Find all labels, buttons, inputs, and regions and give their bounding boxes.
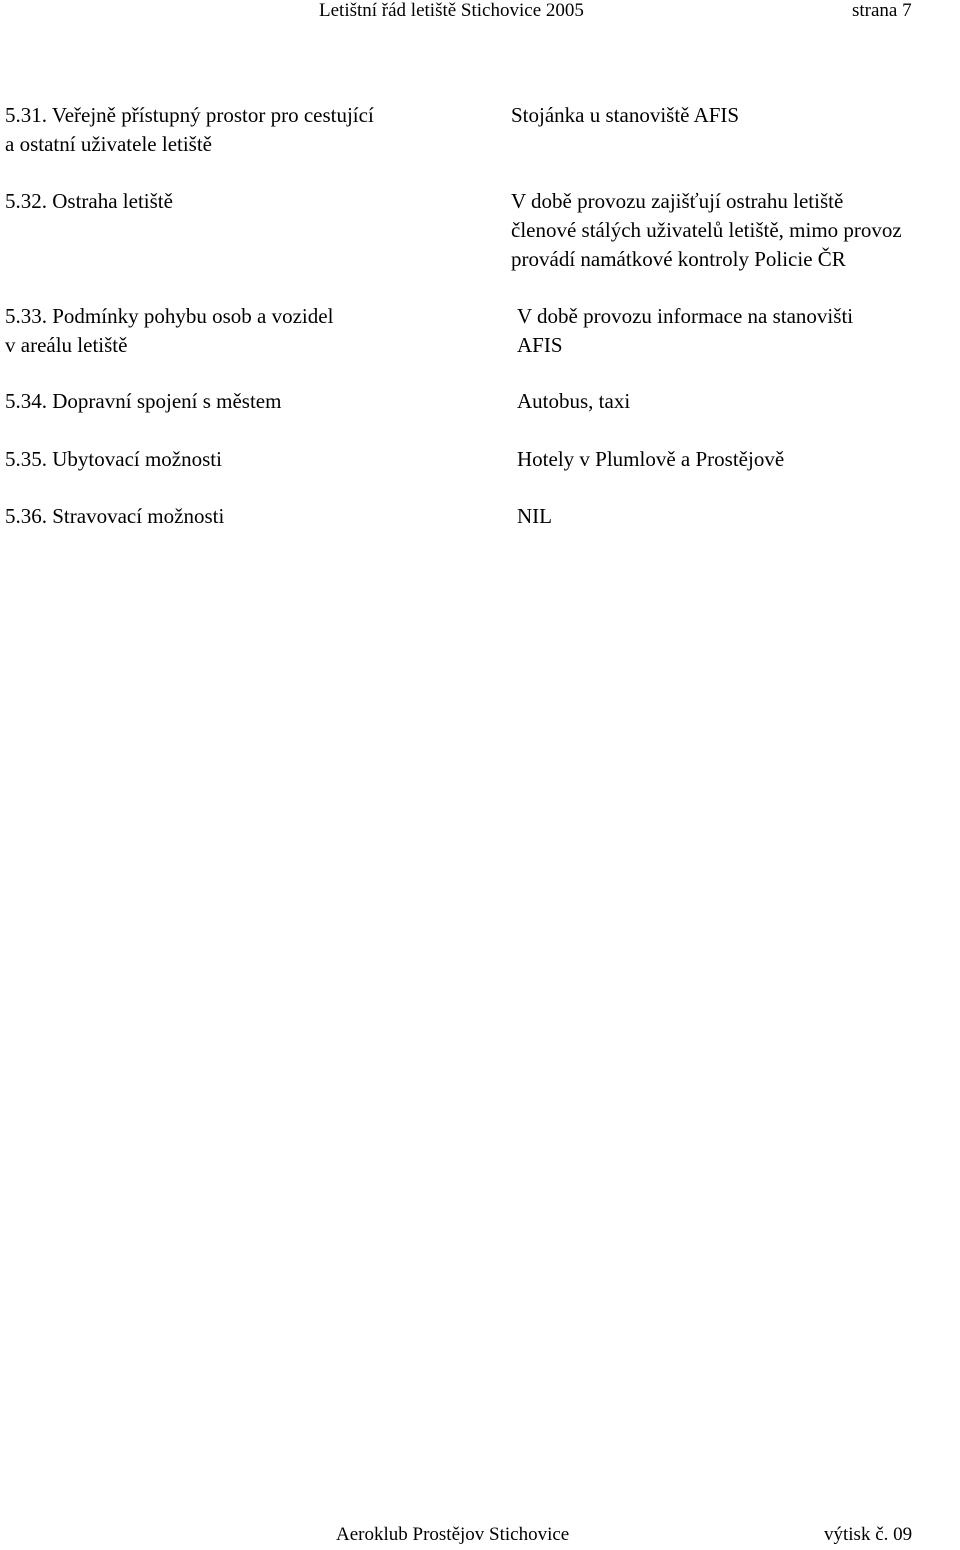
item-label: 5.36. Stravovací možnosti [5, 504, 225, 528]
item-value: V době provozu informace na stanovišti AFIS [517, 304, 854, 357]
item-label: 5.31. Veřejně přístupný prostor pro cestující a ostatní uživatele letiště [5, 103, 374, 156]
item-value: NIL [517, 504, 552, 528]
item-value: V době provozu zajišťují ostrahu letiště členové stálých uživatelů letiště, mimo provoz provádí namátkové kontroly Policie ČR [511, 189, 902, 271]
document-title: Letištní řád letiště Stichovice 2005 [319, 0, 584, 21]
page-footer [0, 1522, 960, 1550]
page-number: strana 7 [852, 0, 912, 21]
item-value: Stojánka u stanoviště AFIS [511, 103, 740, 127]
item-label: 5.33. Podmínky pohybu osob a vozidel v areálu letiště [5, 304, 334, 357]
footer-print-number: výtisk č. 09 [824, 1524, 913, 1545]
footer-organization: Aeroklub Prostějov Stichovice [336, 1524, 570, 1545]
item-label: 5.34. Dopravní spojení s městem [5, 389, 282, 413]
item-label: 5.32. Ostraha letiště [5, 189, 173, 213]
item-value: Hotely v Plumlově a Prostějově [517, 447, 785, 471]
item-label: 5.35. Ubytovací možnosti [5, 447, 222, 471]
page-header [0, 0, 960, 26]
item-value: Autobus, taxi [517, 389, 631, 413]
